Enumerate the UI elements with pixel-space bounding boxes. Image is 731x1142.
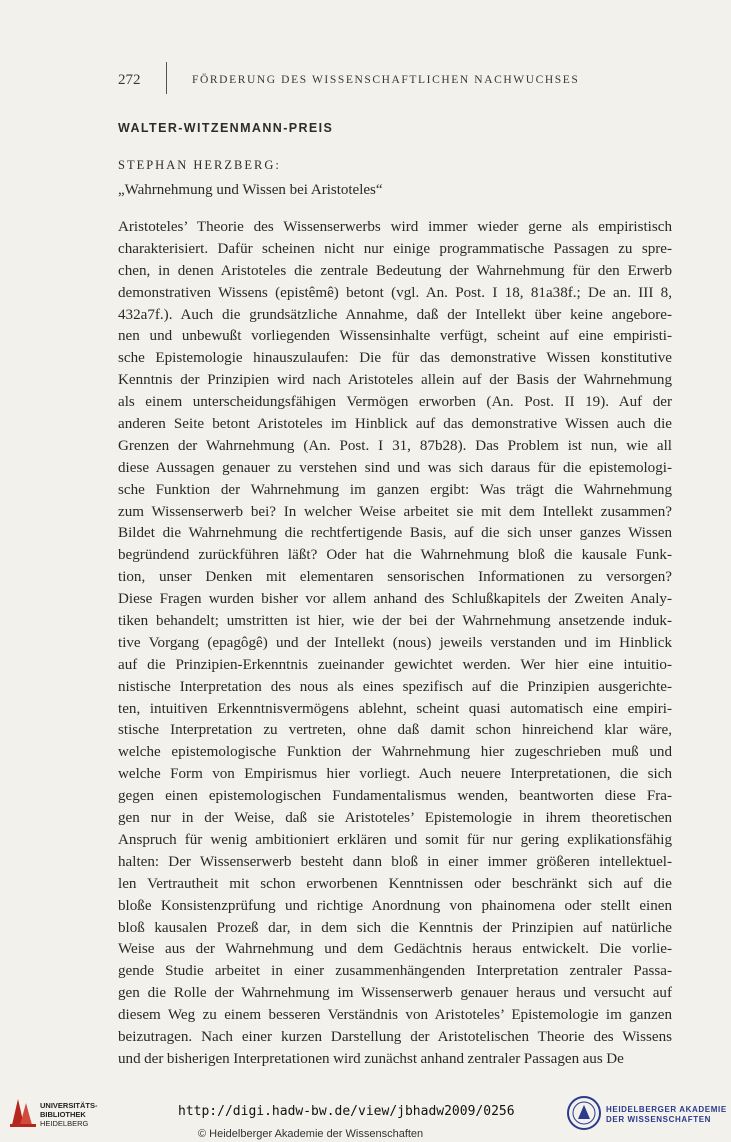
body-line: demonstrativen Wissens (epistêmê) betont (vgl. An. Post. I 18, 81a38f.; De an. III 8, [118, 284, 672, 301]
body-line: charakterisiert. Dafür scheinen nicht nur einige programmatische Passagen zu spre- [118, 240, 672, 257]
library-logo[interactable] [10, 1095, 120, 1131]
academy-name [606, 1105, 727, 1125]
body-line: gende Studie arbeitet in einer zusammenhängenden Interpretation zentraler Passa- [118, 963, 672, 980]
body-line: 432a7f.). Auch die grundsätzliche Annahme, daß der Intellekt über keine angebore- [118, 306, 672, 323]
body-line: Grenzen der Wahrnehmung (An. Post. I 31, 87b28). Das Problem ist nun, wie all [118, 437, 672, 454]
body-line: ten, intuitiven Erkenntnisvermögens ablehnt, scheint quasi automatisch eine empiri- [118, 700, 672, 717]
permalink-url[interactable]: http://digi.hadw-bw.de/view/jbhadw2009/0256 [178, 1104, 515, 1119]
body-line: und der bisherigen Interpretationen wird zunächst anhand zentraler Passagen aus De [118, 1050, 624, 1067]
body-line: Aristoteles’ Theorie des Wissenserwerbs wird immer wieder gerne als empiristisch [118, 219, 672, 235]
body-line: auf die Prinzipien-Erkenntnis zueinander gewichtet werden. Wer hier eine intuitio- [118, 656, 672, 673]
body-line: beizutragen. Nach einer kurzen Darstellung der Aristotelischen Theorie des Wissens [118, 1028, 672, 1045]
body-line: begründend zurückführen läßt? Oder hat die Wahrnehmung bloß die kausale Funk- [118, 547, 672, 564]
body-line: stische Interpretation zu vertreten, ohne daß damit schon hinreichend klar wäre, [118, 722, 672, 739]
body-line: halten: Der Wissenserwerb besteht dann bloß in einer immer größeren intellektuel- [118, 853, 672, 870]
copyright-notice: © Heidelberger Akademie der Wissenschaften [198, 1128, 424, 1140]
body-line: tive Vorgang (epagôgê) und der Intellekt (nous) jeweils verstanden und im Hinblick [118, 634, 672, 651]
body-line: sche Epistemologie hinauszulaufen: Die für das demonstrative Wissen konstitutive [118, 350, 672, 367]
library-name-line: BIBLIOTHEK [40, 1110, 86, 1119]
body-line: bloß kausalen Prozeß dar, in dem sich die Kenntnis der Prinzipien auf natürliche [118, 919, 672, 936]
body-line: als einem unterscheidungsfähigen Vermögen erworben (An. Post. II 19). Auf der [118, 394, 672, 411]
running-head-title: FÖRDERUNG DES WISSENSCHAFTLICHEN NACHWUCHSES [192, 74, 580, 86]
body-text [118, 217, 672, 1067]
body-line: tiken behandelt; umstritten ist hier, wie der bei der Wahrnehmung ansetzende induk- [118, 613, 672, 630]
body-line: diesem Weg zu einem besseren Verständnis von Aristoteles’ Epistemologie im ganzen [118, 1007, 672, 1024]
body-line: len Vertrautheit mit schon erworbenen Kenntnissen oder beschränkt sich auf die [118, 875, 672, 892]
body-line: Diese Fragen wurden bisher vor allem anhand des Schlußkapitels der Zweiten Analy- [118, 591, 672, 608]
body-line: Anspruch für wenig ambitioniert erklären und somit für nur gering explikationsfähig [118, 831, 672, 848]
digitization-footer [0, 1085, 731, 1142]
body-line: nen und unbewußt vorliegenden Wissensinhalte verfügt, scheint auf eine empiristi- [118, 328, 672, 345]
prize-heading: WALTER-WITZENMANN-PREIS [118, 121, 334, 135]
body-line: anderen Seite betont Aristoteles im Hinblick auf das demonstrative Wissen auch die [118, 416, 672, 433]
running-head [118, 72, 638, 92]
body-line: gen nur in der Weise, daß sie Aristoteles’ Epistemologie in ihrem theoretischen [118, 810, 672, 827]
body-line: chen, in denen Aristoteles die zentrale Bedeutung der Wahrnehmung für den Erwerb [118, 262, 672, 279]
academy-name-line: HEIDELBERGER AKADEMIE [606, 1105, 727, 1114]
author-name: STEPHAN HERZBERG: [118, 158, 281, 172]
header-divider [166, 62, 167, 94]
body-line: diese Aussagen genauer zu verstehen sind und was sich daraus für die epistemologi- [118, 459, 672, 476]
body-line: nistische Interpretation des nous als eines spezifisch auf die Prinzipien ausgerichte- [118, 678, 672, 695]
academy-logo[interactable] [566, 1095, 726, 1135]
body-line: Bildet die Wahrnehmung die rechtfertigende Basis, auf die sich unser ganzes Wissen [118, 525, 672, 542]
work-title: „Wahrnehmung und Wissen bei Aristoteles“ [118, 182, 383, 198]
body-line: gegen einen epistemologischen Fundamentalismus wenden, beantworten diese Fra- [118, 788, 672, 805]
body-line: bloße Konsistenzprüfung und richtige Anordnung von phainomena oder stellt einen [118, 897, 672, 914]
body-line: Kenntnis der Prinzipien wird nach Aristoteles allein auf der Basis der Wahrnehmung [118, 372, 672, 389]
body-line: zum Wissenserwerb bei? In welcher Weise arbeitet sie mit dem Intellekt zusammen? [118, 503, 672, 520]
library-name [40, 1101, 98, 1128]
library-name-line: HEIDELBERG [40, 1119, 89, 1128]
academy-seal-icon [566, 1095, 602, 1131]
body-line: welche Form von Empirismus hier vorliegt. Auch neuere Interpretationen, die sich [118, 766, 672, 783]
body-line: tion, unser Denken mit elementaren sensorischen Informationen zu versorgen? [118, 569, 672, 586]
body-line: gen die Rolle der Wahrnehmung im Wissenserwerb genauer heraus und versucht auf [118, 985, 672, 1002]
library-name-line: UNIVERSITÄTS- [40, 1101, 98, 1110]
body-line: welche epistemologische Funktion der Wahrnehmung hier zugeschrieben muß und [118, 744, 672, 761]
body-line: Weise aus der Wahrnehmung und dem Gedächtnis heraus entwickelt. Die vorlie- [118, 941, 672, 958]
body-line: sche Funktion der Wahrnehmung im ganzen ergibt: Was trägt die Wahrnehmung [118, 481, 672, 498]
academy-name-line: DER WISSENSCHAFTEN [606, 1115, 712, 1124]
page-number: 272 [118, 72, 141, 88]
library-emblem-icon [10, 1097, 36, 1127]
